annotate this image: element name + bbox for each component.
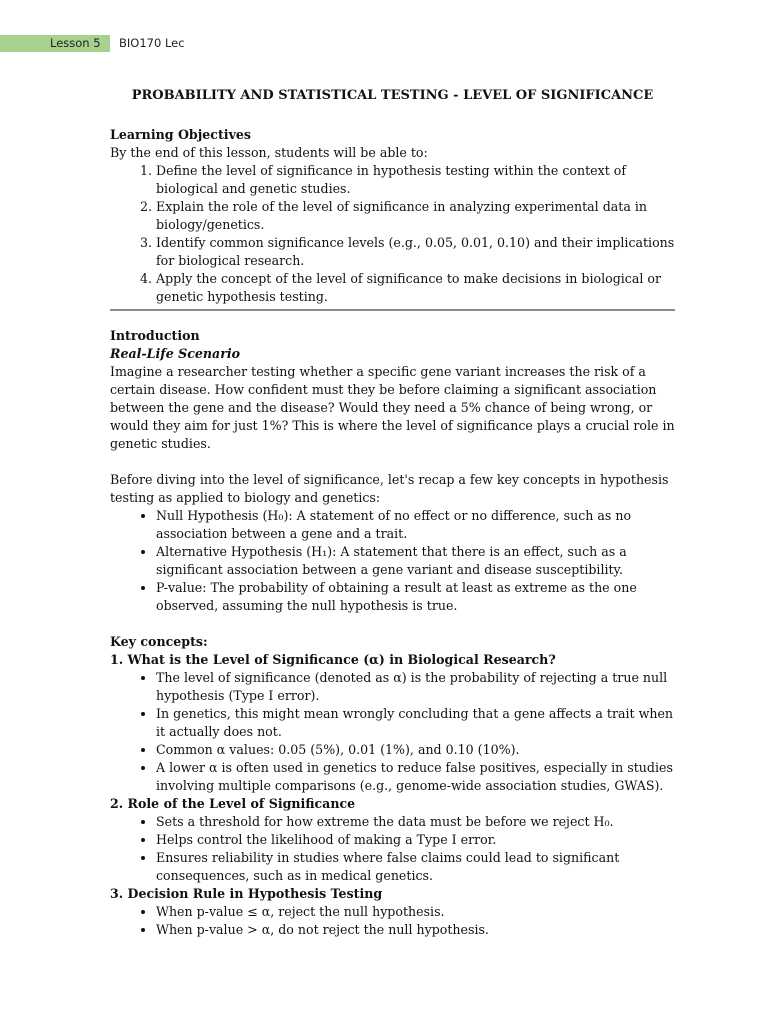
document-body: [110, 86, 675, 939]
concept-item: • When p-value > α, do not reject the null hypothesis.: [156, 921, 675, 939]
concept-item: • When p-value ≤ α, reject the null hypothesis.: [156, 903, 675, 921]
objective-item: 4. Apply the concept of the level of significance to make decisions in biological or genetic hypothesis testing.: [156, 270, 675, 306]
concept-list: [110, 903, 675, 939]
introduction-paragraph: Imagine a researcher testing whether a specific gene variant increases the risk of a certain disease. How confident must they be before claiming a significant association between the gene and the disease? Would they need a 5% chance of being wrong, or would they aim for just 1%? This is where the level of significance plays a crucial role in genetic studies.: [110, 364, 675, 451]
objectives-heading: Learning Objectives: [110, 127, 251, 142]
recap-paragraph: Before diving into the level of significance, let's recap a few key concepts in hypothesis testing as applied to biology and genetics:: [110, 472, 669, 505]
section-divider: [110, 309, 675, 311]
concept-list: [110, 813, 675, 885]
objectives-intro: By the end of this lesson, students will be able to:: [110, 145, 428, 160]
header-course-label: BIO170 Lec: [119, 36, 185, 50]
header-lesson-label: Lesson 5: [50, 36, 101, 50]
objective-item: 1. Define the level of significance in hypothesis testing within the context of biological and genetic studies.: [156, 162, 675, 198]
concept-item: • The level of significance (denoted as α) is the probability of rejecting a true null hypothesis (Type I error).: [156, 669, 675, 705]
concept-heading: 2. Role of the Level of Significance: [110, 796, 356, 811]
concept-item: • In genetics, this might mean wrongly concluding that a gene affects a trait when it actually does not.: [156, 705, 675, 741]
key-concepts-heading: Key concepts:: [110, 634, 208, 649]
recap-item: • P-value: The probability of obtaining a result at least as extreme as the one observed, assuming the null hypothesis is true.: [156, 579, 675, 615]
recap-item: • Alternative Hypothesis (H₁): A statement that there is an effect, such as a significant association between a gene variant and disease susceptibility.: [156, 543, 675, 579]
concept-heading: 3. Decision Rule in Hypothesis Testing: [110, 886, 383, 901]
introduction-subheading: Real-Life Scenario: [110, 346, 241, 361]
concept-item: • Common α values: 0.05 (5%), 0.01 (1%), and 0.10 (10%).: [156, 741, 675, 759]
concept-item: • Helps control the likelihood of making a Type I error.: [156, 831, 675, 849]
objectives-list: [110, 162, 675, 306]
concept-item: • A lower α is often used in genetics to reduce false positives, especially in studies involving multiple comparisons (e.g., genome-wide association studies, GWAS).: [156, 759, 675, 795]
concept-item: • Ensures reliability in studies where false claims could lead to significant consequences, such as in medical genetics.: [156, 849, 675, 885]
objective-item: 3. Identify common significance levels (e.g., 0.05, 0.01, 0.10) and their implications for biological research.: [156, 234, 675, 270]
introduction-heading: Introduction: [110, 328, 200, 343]
concept-heading: 1. What is the Level of Significance (α) in Biological Research?: [110, 652, 556, 667]
concept-item: • Sets a threshold for how extreme the data must be before we reject H₀.: [156, 813, 675, 831]
document-title: PROBABILITY AND STATISTICAL TESTING - LEVEL OF SIGNIFICANCE: [131, 88, 654, 103]
recap-list: [110, 507, 675, 615]
recap-item: • Null Hypothesis (H₀): A statement of no effect or no difference, such as no association between a gene and a trait.: [156, 507, 675, 543]
objective-item: 2. Explain the role of the level of significance in analyzing experimental data in biology/genetics.: [156, 198, 675, 234]
concept-list: [110, 669, 675, 795]
